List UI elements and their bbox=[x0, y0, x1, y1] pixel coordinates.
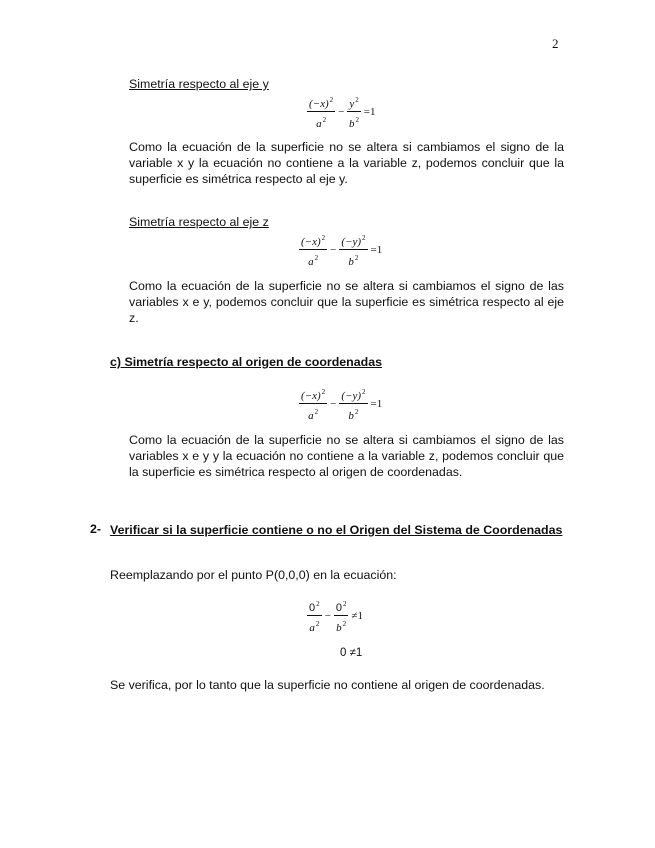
section-c-heading: c) Simetría respecto al origen de coordenadas bbox=[110, 355, 382, 369]
paragraph-origen: Como la ecuación de la superficie no se altera si cambiamos el signo de las variables x e y y la ecuación no contiene a la variable z, podemos concluir que la superficie es simétrica respecto al origen de coordenadas. bbox=[129, 433, 564, 479]
section-2-heading: Verificar si la superficie contiene o no el Origen del Sistema de Coordenadas bbox=[110, 523, 563, 537]
equation-origen-sustitucion: $\frac{0^2}{a^2}$ − $\frac{0^2}{b^2}$ ≠1 bbox=[309, 600, 364, 634]
paragraph-eje-y: Como la ecuación de la superficie no se altera si cambiamos el signo de la variable x y la ecuación no contiene a la variable z, podemos concluir que la superficie es simétrica respecto al eje y. bbox=[129, 140, 564, 186]
subsection-title-eje-z: Simetría respecto al eje z bbox=[129, 215, 269, 229]
paragraph-eje-z: Como la ecuación de la superficie no se altera si cambiamos el signo de las variables x e y, podemos concluir que la superficie es simétrica respecto al eje z. bbox=[129, 279, 564, 325]
section-2-conclusion: Se verifica, por lo tanto que la superficie no contiene al origen de coordenadas. bbox=[110, 678, 545, 692]
section-2-number: 2- bbox=[90, 522, 102, 536]
equation-eje-z: $\frac{(-x)^2}{a^2}$ − $\frac{(-y)^2}{b^2}$ =1 bbox=[301, 234, 383, 268]
subsection-title-eje-y: Simetría respecto al eje y bbox=[129, 77, 269, 91]
result-inequality: 0 ≠1 bbox=[340, 647, 363, 659]
page-number: 2 bbox=[552, 36, 559, 51]
equation-eje-y: $\frac{(-x)^2}{a^2}$ − $\frac{y^2}{b^2}$ =1 bbox=[309, 96, 376, 130]
equation-origen: $\frac{(-x)^2}{a^2}$ − $\frac{(-y)^2}{b^2}$ =1 bbox=[301, 388, 383, 422]
section-2-intro: Reemplazando por el punto P(0,0,0) en la ecuación: bbox=[110, 568, 397, 582]
